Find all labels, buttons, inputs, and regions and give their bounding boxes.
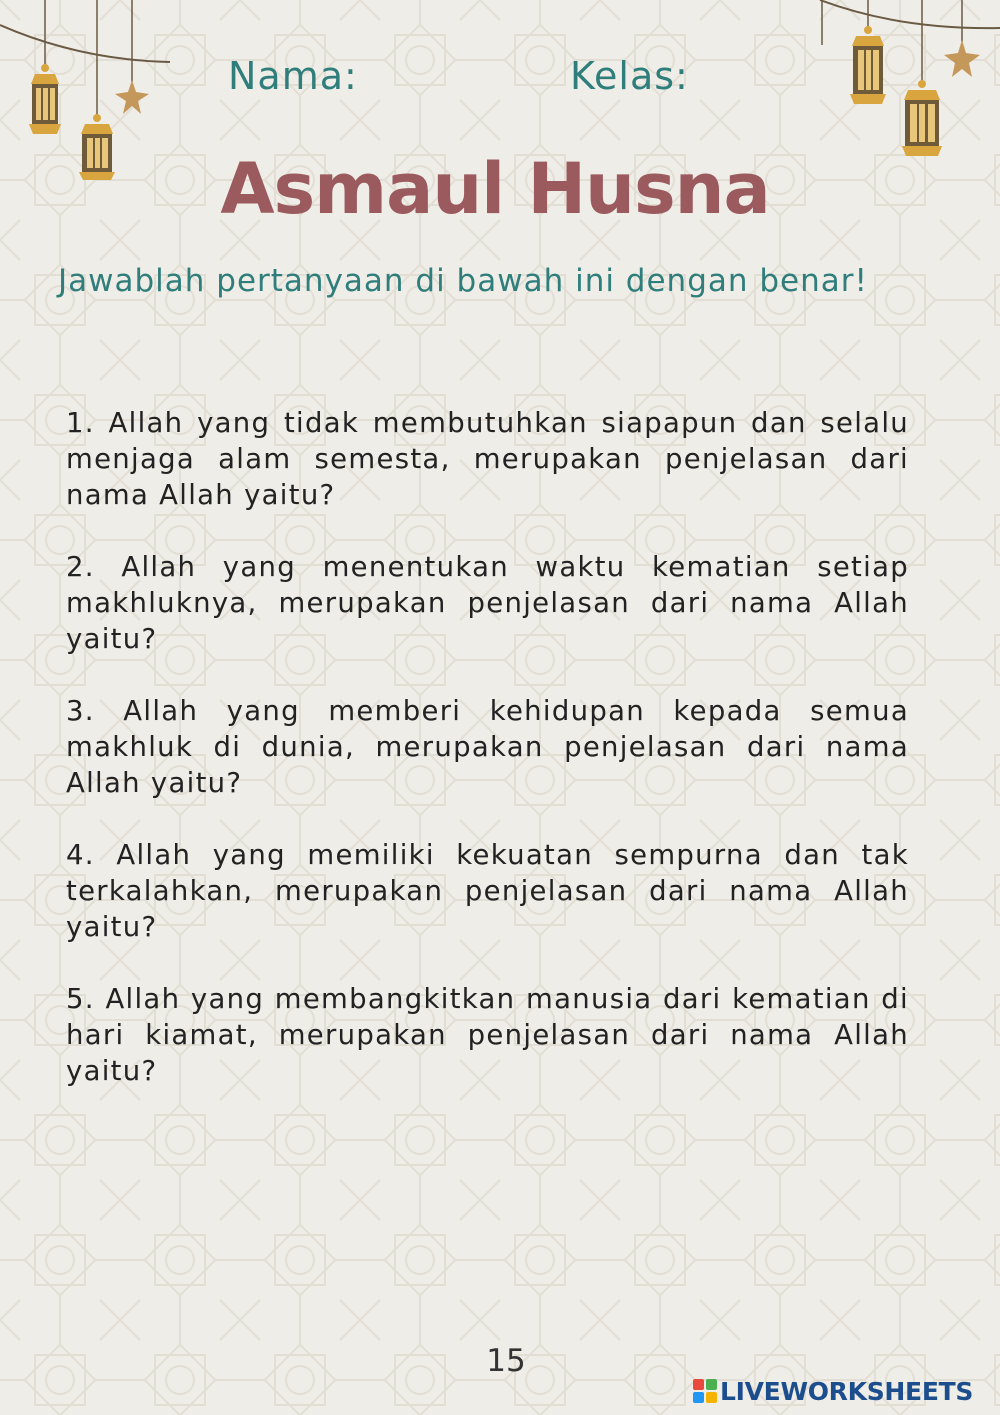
- crescent-moon-icon: [6, 80, 20, 108]
- class-label: Kelas:: [570, 54, 689, 98]
- question-item: 4. Allah yang memiliki kekuatan sempurna dan tak terkalahkan, merupakan penjelasan dari nama Allah yaitu?: [66, 839, 909, 943]
- question-item: 2. Allah yang menentukan waktu kematian setiap makhluknya, merupakan penjelasan dari nama Allah yaitu?: [66, 551, 909, 655]
- question-item: 1. Allah yang tidak membutuhkan siapapun dan selalu menjaga alam semesta, merupakan penjelasan dari nama Allah yaitu?: [66, 407, 909, 511]
- liveworksheets-watermark[interactable]: [693, 1374, 973, 1408]
- star-icon: [944, 40, 980, 77]
- page-number: 15: [486, 1343, 526, 1379]
- lantern-icon: [850, 26, 886, 104]
- title-text: Asmaul Husna: [220, 148, 770, 230]
- question-item: 5. Allah yang membangkitkan manusia dari kematian di hari kiamat, merupakan penjelasan dari nama Allah yaitu?: [66, 983, 909, 1087]
- crescent-moon-icon: [820, 45, 836, 77]
- star-icon: [115, 80, 149, 114]
- question-item: 3. Allah yang memberi kehidupan kepada semua makhluk di dunia, merupakan penjelasan dari nama Allah yaitu?: [66, 695, 909, 799]
- hanging-lanterns-right-decoration: [800, 0, 1000, 165]
- instruction-text: Jawablah pertanyaan di bawah ini dengan benar!: [58, 263, 868, 299]
- watermark-text: LIVEWORKSHEETS: [720, 1376, 974, 1406]
- lantern-icon: [29, 64, 61, 134]
- liveworksheets-logo: [693, 1379, 717, 1403]
- lantern-icon: [902, 80, 942, 156]
- worksheet-title: [0, 148, 1000, 230]
- question-list: [66, 405, 909, 1125]
- name-label: Nama:: [228, 54, 358, 98]
